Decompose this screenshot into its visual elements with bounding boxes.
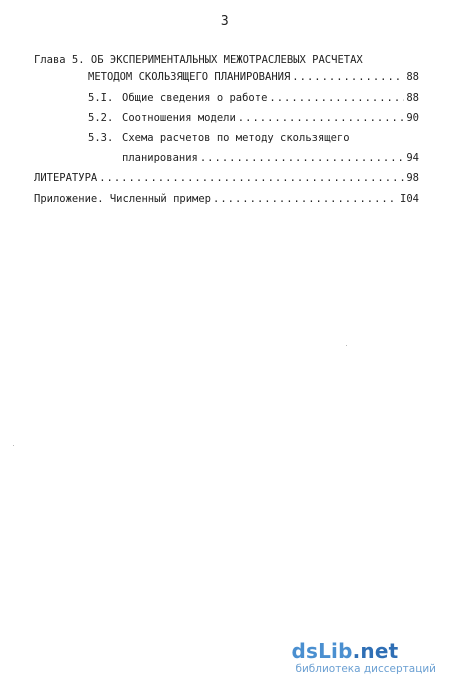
section-number: 5.2. (88, 112, 114, 124)
toc-entry-line1 (88, 131, 350, 145)
toc-entry-appendix (34, 192, 419, 206)
section-page: 90 (406, 112, 419, 124)
dot-leader (238, 111, 405, 125)
section-title-line2: планирования (122, 152, 198, 164)
appendix-title: Приложение. Численный пример (34, 193, 212, 205)
toc-entry-line2 (122, 151, 419, 165)
dot-leader (269, 91, 404, 105)
section-page: 94 (406, 152, 419, 164)
watermark-brand-suffix: .net (352, 639, 399, 663)
scan-speck (13, 445, 14, 446)
section-number: 5.I. (88, 92, 114, 104)
section-title: Общие сведения о работе (122, 92, 268, 104)
chapter-heading-line (34, 53, 363, 67)
dot-leader (200, 151, 404, 165)
section-page: 88 (406, 92, 419, 104)
chapter-title-line1: ОБ ЭКСПЕРИМЕНТАЛЬНЫХ МЕЖОТРАСЛЕВЫХ РАСЧЕТАХ (90, 54, 363, 66)
watermark-subtitle: библиотека диссертаций (295, 663, 436, 675)
scan-speck (346, 345, 347, 346)
literature-title: ЛИТЕРАТУРА (34, 172, 98, 184)
watermark (291, 640, 436, 676)
dot-leader (213, 192, 398, 206)
dot-leader (99, 171, 404, 185)
chapter-label: Глава 5. (34, 54, 85, 66)
literature-page: 98 (406, 172, 419, 184)
watermark-brand (291, 640, 436, 662)
watermark-brand-prefix: dsLib (291, 639, 353, 663)
section-title-line1: Схема расчетов по методу скользящего (122, 132, 350, 144)
chapter-title-line2: МЕТОДОМ СКОЛЬЗЯЩЕГО ПЛАНИРОВАНИЯ (88, 71, 291, 83)
section-title: Соотношения модели (122, 112, 236, 124)
dot-leader (292, 70, 404, 84)
toc-entry (88, 111, 419, 125)
appendix-page: I04 (400, 193, 419, 205)
chapter-title-row (88, 70, 419, 84)
toc-entry-literature (34, 171, 419, 185)
toc-entry (88, 91, 419, 105)
page-number: 3 (220, 14, 230, 29)
section-number: 5.3. (88, 132, 114, 144)
chapter-page: 88 (406, 71, 419, 83)
